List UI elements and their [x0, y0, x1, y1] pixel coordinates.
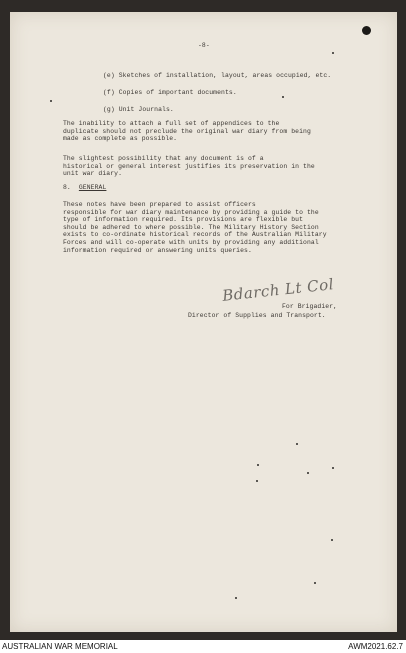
paragraph-historical	[63, 155, 315, 178]
text-line: duplicate should not preclude the original war diary from being	[63, 127, 311, 135]
text-line: The inability to attach a full set of appendices to the	[63, 120, 280, 127]
section-number: 8.	[63, 184, 71, 191]
scan-speck	[235, 597, 237, 599]
text-line: exists to co-ordinate historical records of the Australian Military	[63, 231, 327, 239]
text-line: These notes have been prepared to assist officers	[63, 201, 256, 208]
scan-speck	[50, 100, 52, 102]
scan-speck	[307, 472, 309, 474]
signature-title-line: Director of Supplies and Transport.	[188, 312, 326, 319]
scan-speck	[332, 467, 334, 469]
punch-hole	[362, 26, 371, 35]
paragraph-general	[63, 201, 327, 254]
scan-speck	[257, 464, 259, 466]
section-heading	[63, 184, 106, 192]
signature-for-line: For Brigadier,	[282, 303, 338, 310]
text-line: unit war diary.	[63, 170, 123, 178]
text-line: Forces and will co-operate with units by providing any additional	[63, 238, 319, 246]
text-line: should be adhered to where possible. The Military History Section	[63, 223, 319, 231]
text-line: made as complete as possible.	[63, 135, 178, 143]
text-line: The slightest possibility that any document is of a	[63, 155, 264, 162]
text-line: type of information required. Its provisions are flexible but	[63, 216, 304, 224]
footer-accession-number: AWM2021.62.7	[348, 642, 403, 651]
text-line: historical or general interest justifies its preservation in the	[63, 162, 315, 170]
scan-speck	[332, 52, 334, 54]
list-item: (e) Sketches of installation, layout, areas occupied, etc.	[103, 72, 332, 79]
section-title: GENERAL	[78, 184, 107, 191]
document-page	[10, 12, 397, 632]
scan-speck	[282, 96, 284, 98]
list-item: (g) Unit Journals.	[103, 106, 174, 113]
scan-speck	[256, 480, 258, 482]
scan-speck	[296, 443, 298, 445]
text-line: responsible for war diary maintenance by providing a guide to the	[63, 208, 319, 216]
archive-footer	[0, 640, 406, 653]
text-line: information required or answering units queries.	[63, 246, 252, 254]
paragraph-appendices	[63, 120, 311, 143]
list-item: (f) Copies of important documents.	[103, 89, 237, 96]
scan-speck	[314, 582, 316, 584]
page-number: -8-	[198, 42, 210, 49]
handwritten-signature: Bdarch Lt Col	[221, 275, 335, 305]
scan-speck	[331, 539, 333, 541]
footer-institution: AUSTRALIAN WAR MEMORIAL	[2, 642, 118, 651]
